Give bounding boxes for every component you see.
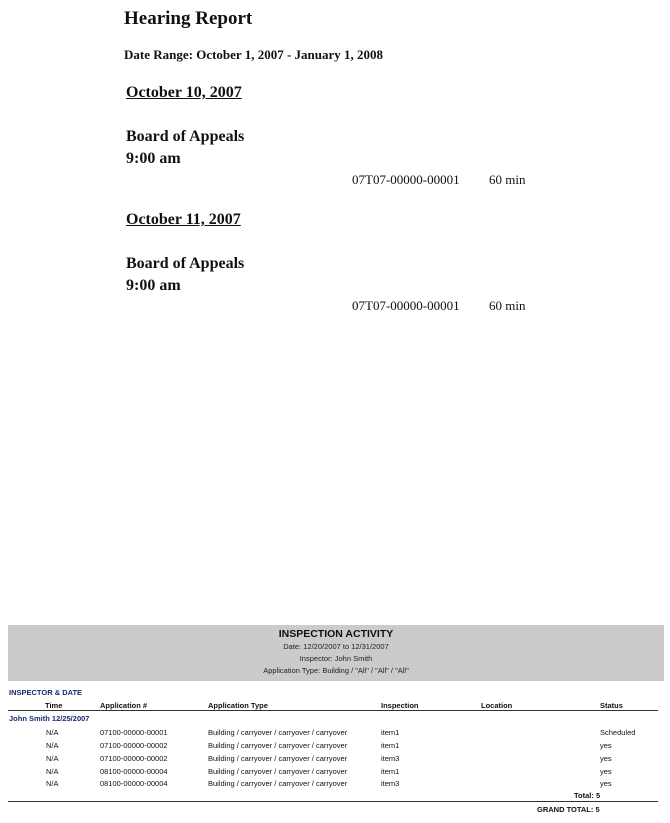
date-range: Date Range: October 1, 2007 - January 1, 2008 — [124, 47, 384, 62]
row-status: Scheduled — [600, 728, 636, 737]
hearing-duration: 60 min — [489, 172, 526, 187]
row-application-number: 07100-00000-00001 — [100, 728, 168, 737]
row-inspection: item3 — [381, 754, 400, 763]
hearing-duration: 60 min — [489, 298, 526, 313]
row-application-number: 08100-00000-00004 — [100, 767, 168, 776]
row-time: N/A — [46, 741, 59, 750]
column-header-status: Status — [600, 701, 623, 710]
inspection-title: INSPECTION ACTIVITY — [278, 628, 394, 640]
column-header-type: Application Type — [208, 701, 268, 710]
inspection-date-line: Date: 12/20/2007 to 12/31/2007 — [283, 642, 389, 651]
row-inspection: item1 — [381, 767, 400, 776]
report-title: Hearing Report — [124, 8, 253, 29]
row-status: yes — [600, 767, 612, 776]
row-time: N/A — [46, 779, 59, 788]
row-status: yes — [600, 779, 612, 788]
row-status: yes — [600, 754, 612, 763]
row-inspection: item1 — [381, 741, 400, 750]
hearing-application-number: 07T07-00000-00001 — [352, 172, 460, 187]
row-status: yes — [600, 741, 612, 750]
row-application-type: Building / carryover / carryover / carryover — [208, 728, 348, 737]
column-header-inspection: Inspection — [381, 701, 419, 710]
column-header-time: Time — [45, 701, 63, 710]
row-inspection: item1 — [381, 728, 400, 737]
row-time: N/A — [46, 767, 59, 776]
row-application-type: Building / carryover / carryover / carryover — [208, 767, 348, 776]
total-rule — [8, 801, 658, 802]
row-time: N/A — [46, 728, 59, 737]
row-application-type: Building / carryover / carryover / carryover — [208, 741, 348, 750]
row-application-number: 07100-00000-00002 — [100, 754, 168, 763]
group-label: John Smith 12/25/2007 — [9, 714, 90, 723]
hearing-board: Board of Appeals — [126, 128, 245, 145]
row-time: N/A — [46, 754, 59, 763]
hearing-time: 9:00 am — [126, 277, 181, 294]
hearing-time: 9:00 am — [126, 150, 181, 167]
row-application-number: 07100-00000-00002 — [100, 741, 168, 750]
row-application-number: 08100-00000-00004 — [100, 779, 168, 788]
column-header-location: Location — [481, 701, 513, 710]
inspection-header — [8, 625, 664, 681]
section-label: INSPECTOR & DATE — [9, 688, 83, 697]
grand-total: GRAND TOTAL: 5 — [537, 805, 600, 814]
row-application-type: Building / carryover / carryover / carryover — [208, 754, 348, 763]
inspection-type-line: Application Type: Building / "All" / "All" / "All" — [263, 666, 409, 675]
hearing-date: October 10, 2007 — [126, 84, 242, 101]
hearing-application-number: 07T07-00000-00001 — [352, 298, 460, 313]
inspection-inspector-line: Inspector: John Smith — [299, 654, 373, 663]
row-application-type: Building / carryover / carryover / carryover — [208, 779, 348, 788]
row-inspection: item3 — [381, 779, 400, 788]
header-rule — [8, 710, 658, 711]
column-header-application: Application # — [100, 701, 148, 710]
hearing-date: October 11, 2007 — [126, 211, 241, 228]
hearing-board: Board of Appeals — [126, 255, 245, 272]
subtotal: Total: 5 — [574, 791, 601, 800]
